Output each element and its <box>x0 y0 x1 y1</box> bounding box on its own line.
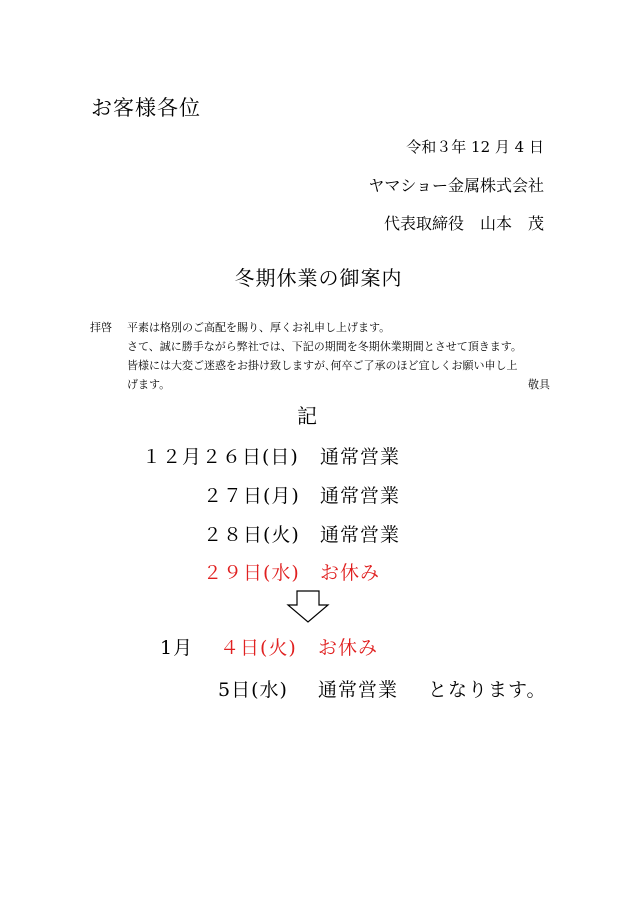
schedule-jan4-status: お休み <box>318 637 379 659</box>
schedule-dec26-status: 通常営業 <box>320 446 401 468</box>
company-name: ヤマショー金属株式会社 <box>368 176 544 195</box>
down-arrow-icon <box>286 590 330 624</box>
schedule-dec28-status: 通常営業 <box>320 524 401 546</box>
schedule-dec28-date: ２８日(火) <box>203 524 300 546</box>
schedule-jan4-date: ４日(火) <box>220 637 297 659</box>
schedule-jan5-date: 5日(水) <box>218 679 288 701</box>
schedule-jan5-status: 通常営業 <box>318 679 399 701</box>
salutation: 拝啓 <box>90 321 112 334</box>
schedule-dec26-date: １２月２６日(日) <box>142 446 299 468</box>
body-text-3: 皆様には大変ご迷惑をお掛け致しますが､何卒ご了承のほど宜しくお願い申し上 <box>127 359 518 372</box>
document-date: 令和３年 12 月 4 日 <box>406 138 544 156</box>
schedule-dec29-status: お休み <box>320 562 381 584</box>
schedule-jan5-suffix: となります。 <box>428 679 547 701</box>
body-text-2: さて、誠に勝手ながら弊社では、下記の期間を冬期休業期間とさせて頂きます。 <box>127 340 522 353</box>
ki-heading: 記 <box>297 404 317 428</box>
schedule-dec27-status: 通常営業 <box>320 485 401 507</box>
schedule-jan-month: 1月 <box>160 637 194 659</box>
body-text-1: 平素は格別のご高配を賜り、厚くお礼申し上げます。 <box>127 321 391 334</box>
body-line-4 <box>90 375 550 394</box>
schedule-dec29-date: ２９日(水) <box>203 562 300 584</box>
body-line-3 <box>90 356 550 375</box>
body-line-2 <box>90 337 550 356</box>
closing: 敬具 <box>528 378 550 391</box>
representative: 代表取締役 山本 茂 <box>383 214 544 233</box>
letter-body <box>90 318 550 394</box>
addressee: お客様各位 <box>91 96 201 120</box>
body-line-1 <box>90 318 550 337</box>
body-text-4: げます。 <box>127 378 171 391</box>
schedule-dec27-date: ２７日(月) <box>203 485 300 507</box>
document-title: 冬期休業の御案内 <box>234 266 403 290</box>
